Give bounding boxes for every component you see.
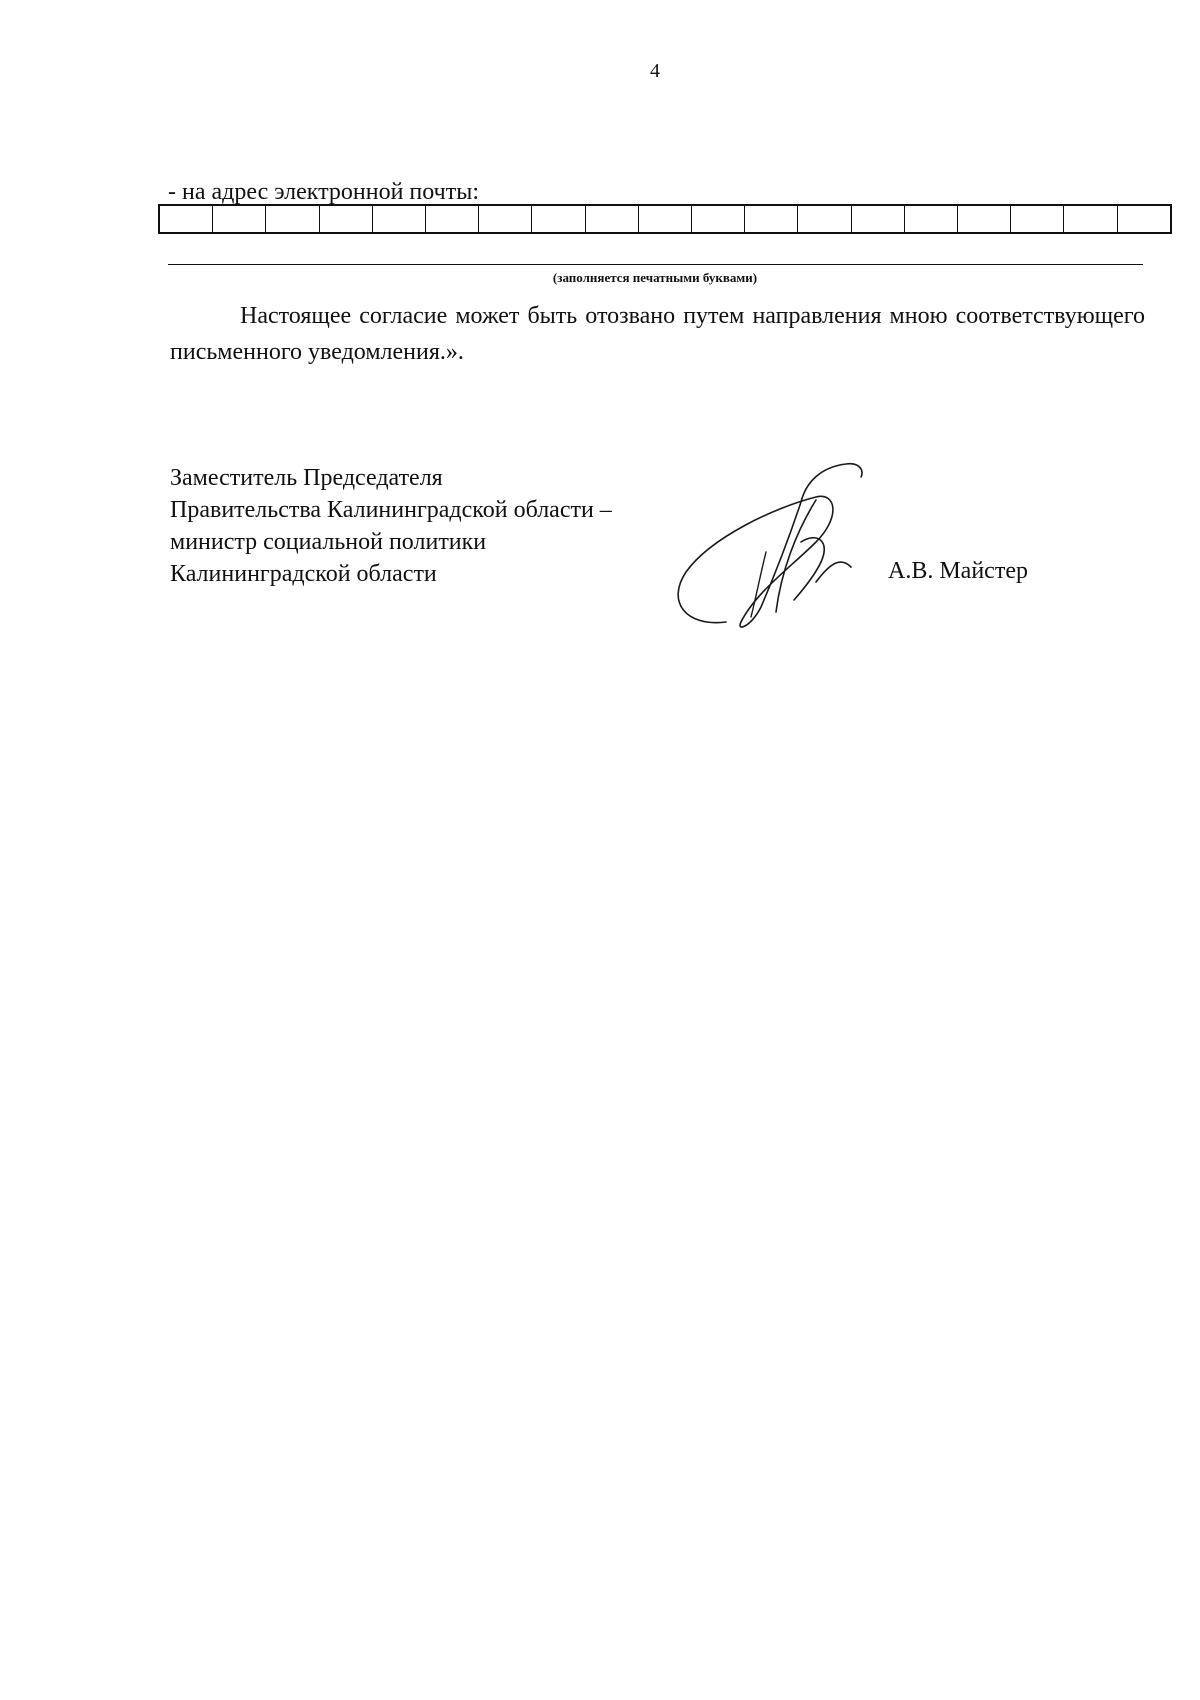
email-field-label: - на адрес электронной почты: — [168, 179, 479, 205]
fill-line — [168, 264, 1143, 265]
signer-name: А.В. Майстер — [888, 558, 1028, 584]
email-letter-cell[interactable] — [1118, 206, 1170, 232]
email-letter-cell[interactable] — [160, 206, 213, 232]
email-letter-cell[interactable] — [798, 206, 851, 232]
email-letter-cell[interactable] — [213, 206, 266, 232]
email-letter-cell[interactable] — [532, 206, 585, 232]
email-letter-cell[interactable] — [320, 206, 373, 232]
signatory-title — [170, 462, 612, 590]
fill-hint: (заполняется печатными буквами) — [552, 270, 758, 285]
email-letter-cell[interactable] — [958, 206, 1011, 232]
signatory-title-line: Калининградской области — [170, 561, 437, 587]
email-input-grid[interactable] — [158, 204, 1172, 234]
email-letter-cell[interactable] — [266, 206, 319, 232]
email-letter-cell[interactable] — [1064, 206, 1117, 232]
email-letter-cell[interactable] — [905, 206, 958, 232]
signatory-title-line: министр социальной политики — [170, 529, 487, 555]
email-letter-cell[interactable] — [426, 206, 479, 232]
email-letter-cell[interactable] — [639, 206, 692, 232]
signatory-title-line: Заместитель Председателя — [170, 465, 443, 491]
email-letter-cell[interactable] — [745, 206, 798, 232]
handwritten-signature — [666, 462, 876, 630]
email-letter-cell[interactable] — [852, 206, 905, 232]
signatory-title-line: Правительства Калининградской области – — [170, 497, 612, 523]
page-number: 4 — [650, 60, 660, 82]
email-letter-cell[interactable] — [586, 206, 639, 232]
email-letter-cell[interactable] — [479, 206, 532, 232]
email-letter-cell[interactable] — [373, 206, 426, 232]
email-letter-cell[interactable] — [692, 206, 745, 232]
consent-paragraph: Настоящее согласие может быть отозвано путем направления мною соответствующего письменного уведомления.». — [170, 303, 1145, 365]
email-letter-cell[interactable] — [1011, 206, 1064, 232]
